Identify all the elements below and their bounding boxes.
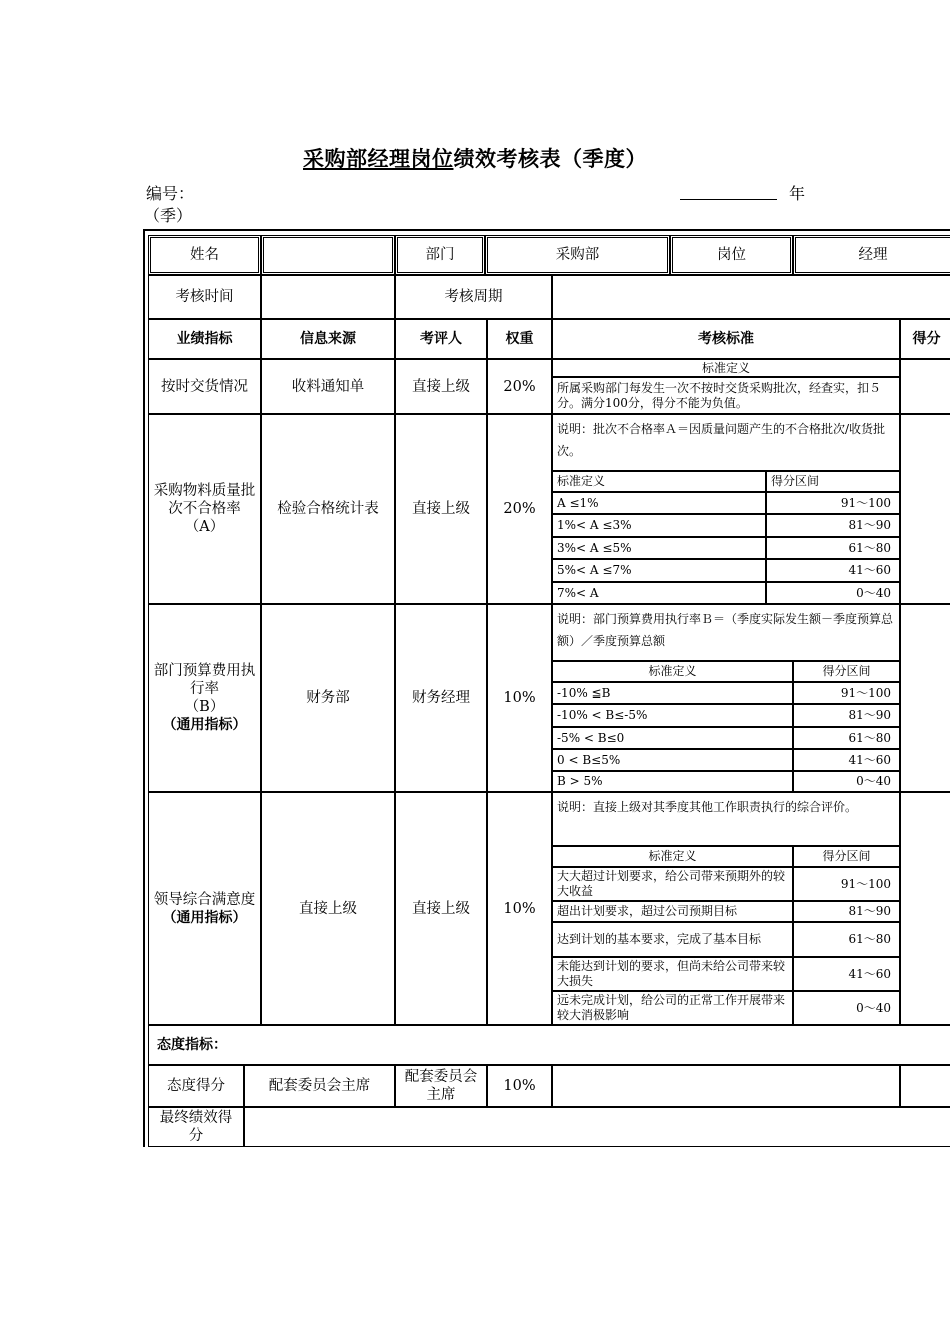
kpi4-note: 说明：直接上级对其季度其他工作职责执行的综合评价。 bbox=[552, 792, 900, 846]
kpi3-row-def: -10% < B≤-5% bbox=[552, 704, 793, 727]
header-standard: 考核标准 bbox=[552, 319, 900, 359]
header-weight: 权重 bbox=[487, 319, 552, 359]
header-reviewer: 考评人 bbox=[395, 319, 487, 359]
kpi4-col-def: 标准定义 bbox=[552, 846, 793, 867]
kpi4-row-range: 61～80 bbox=[793, 922, 900, 957]
kpi2-row-def: 7%< A bbox=[552, 582, 766, 604]
number-label: 编号： bbox=[146, 184, 195, 203]
post-value: 经理 bbox=[793, 235, 950, 275]
kpi2-name-cell bbox=[148, 414, 261, 604]
period-label: 考核周期 bbox=[395, 275, 552, 319]
final-value[interactable] bbox=[244, 1107, 950, 1147]
attitude-score[interactable] bbox=[900, 1065, 950, 1107]
kpi2-row-range: 91～100 bbox=[766, 492, 900, 514]
name-label: 姓名 bbox=[148, 235, 261, 275]
attitude-name: 态度得分 bbox=[148, 1065, 244, 1107]
kpi3-reviewer: 财务经理 bbox=[395, 604, 487, 792]
kpi2-score[interactable] bbox=[900, 414, 950, 604]
attitude-weight: 10% bbox=[487, 1065, 552, 1107]
attitude-standard bbox=[552, 1065, 900, 1107]
kpi2-source: 检验合格统计表 bbox=[261, 414, 395, 604]
kpi4-col-range: 得分区间 bbox=[793, 846, 900, 867]
kpi2-row-def: 1%< A ≤3% bbox=[552, 514, 766, 537]
kpi1-name: 按时交货情况 bbox=[148, 359, 261, 414]
kpi4-weight: 10% bbox=[487, 792, 552, 1025]
kpi1-std-text: 所属采购部门每发生一次不按时交货采购批次，经查实，扣５分。满分100分，得分不能为负值。 bbox=[552, 377, 900, 414]
kpi3-row-def: B > 5% bbox=[552, 771, 793, 792]
header-indicator: 业绩指标 bbox=[148, 319, 261, 359]
kpi3-row-range: 0～40 bbox=[793, 771, 900, 792]
kpi3-name-tag: （通用指标） bbox=[162, 717, 247, 733]
number-underline bbox=[680, 199, 777, 200]
final-label: 最终绩效得分 bbox=[148, 1107, 244, 1147]
year-label: 年 bbox=[789, 184, 806, 203]
page-title bbox=[0, 143, 950, 173]
kpi2-row-range: 0～40 bbox=[766, 582, 900, 604]
kpi4-row-def: 大大超过计划要求，给公司带来预期外的较大收益 bbox=[552, 867, 793, 901]
dept-label: 部门 bbox=[395, 235, 485, 275]
header-score: 得分 bbox=[900, 319, 950, 359]
kpi3-weight: 10% bbox=[487, 604, 552, 792]
kpi4-row-def: 远未完成计划，给公司的正常工作开展带来较大消极影响 bbox=[552, 991, 793, 1025]
kpi4-row-def: 达到计划的基本要求，完成了基本目标 bbox=[552, 922, 793, 957]
kpi1-source: 收料通知单 bbox=[261, 359, 395, 414]
attitude-reviewer: 配套委员会主席 bbox=[395, 1065, 487, 1107]
kpi2-row-def: 5%< A ≤7% bbox=[552, 559, 766, 582]
kpi4-reviewer: 直接上级 bbox=[395, 792, 487, 1025]
kpi4-row-range: 91～100 bbox=[793, 867, 900, 901]
kpi2-name: 采购物料质量批次不合格率 bbox=[153, 483, 256, 517]
kpi3-name-cell bbox=[148, 604, 261, 792]
time-label: 考核时间 bbox=[148, 275, 261, 319]
kpi2-row-def: 3%< A ≤5% bbox=[552, 537, 766, 559]
kpi2-col-def: 标准定义 bbox=[552, 471, 766, 492]
kpi4-row-def: 未能达到计划的要求，但尚未给公司带来较大损失 bbox=[552, 957, 793, 991]
kpi3-row-range: 41～60 bbox=[793, 749, 900, 771]
kpi3-score[interactable] bbox=[900, 604, 950, 792]
kpi2-weight: 20% bbox=[487, 414, 552, 604]
kpi2-row-range: 81～90 bbox=[766, 514, 900, 537]
kpi2-name-sub: （A） bbox=[184, 519, 225, 535]
kpi4-row-def: 超出计划要求，超过公司预期目标 bbox=[552, 901, 793, 922]
kpi2-row-range: 61～80 bbox=[766, 537, 900, 559]
kpi1-weight: 20% bbox=[487, 359, 552, 414]
kpi2-row-def: A ≤1% bbox=[552, 492, 766, 514]
kpi3-note: 说明：部门预算费用执行率Ｂ＝（季度实际发生额－季度预算总额）／季度预算总额 bbox=[552, 604, 900, 661]
kpi3-row-def: 0 < B≤5% bbox=[552, 749, 793, 771]
kpi3-row-range: 91～100 bbox=[793, 682, 900, 704]
kpi3-row-def: -10% ≦B bbox=[552, 682, 793, 704]
attitude-source: 配套委员会主席 bbox=[244, 1065, 395, 1107]
kpi2-row-range: 41～60 bbox=[766, 559, 900, 582]
kpi1-reviewer: 直接上级 bbox=[395, 359, 487, 414]
title-underlined: 采购部经理岗位 bbox=[303, 147, 454, 171]
kpi4-name-cell bbox=[148, 792, 261, 1025]
kpi3-name: 部门预算费用执行率 bbox=[153, 663, 256, 697]
dept-value: 采购部 bbox=[485, 235, 670, 275]
kpi4-row-range: 41～60 bbox=[793, 957, 900, 991]
name-value[interactable] bbox=[261, 235, 395, 275]
kpi1-score[interactable] bbox=[900, 359, 950, 414]
time-value[interactable] bbox=[261, 275, 395, 319]
post-label: 岗位 bbox=[670, 235, 793, 275]
kpi3-source: 财务部 bbox=[261, 604, 395, 792]
kpi3-row-def: -5% < B≤0 bbox=[552, 727, 793, 749]
kpi4-name: 领导综合满意度 bbox=[153, 891, 256, 908]
season-label: （季） bbox=[144, 206, 193, 225]
kpi4-score[interactable] bbox=[900, 792, 950, 1025]
kpi4-name-tag: （通用指标） bbox=[162, 909, 247, 926]
attitude-section-label: 态度指标： bbox=[148, 1025, 950, 1065]
kpi2-col-range: 得分区间 bbox=[766, 471, 900, 492]
kpi3-col-range: 得分区间 bbox=[793, 661, 900, 682]
kpi3-row-range: 81～90 bbox=[793, 704, 900, 727]
kpi3-col-def: 标准定义 bbox=[552, 661, 793, 682]
kpi2-reviewer: 直接上级 bbox=[395, 414, 487, 604]
kpi3-row-range: 61～80 bbox=[793, 727, 900, 749]
kpi4-row-range: 81～90 bbox=[793, 901, 900, 922]
assessment-table bbox=[143, 229, 950, 1147]
kpi1-std-title: 标准定义 bbox=[552, 359, 900, 377]
title-rest: 绩效考核表（季度） bbox=[453, 147, 647, 171]
kpi3-name-sub: （B） bbox=[184, 699, 225, 715]
header-source: 信息来源 bbox=[261, 319, 395, 359]
kpi2-note: 说明：批次不合格率Ａ＝因质量问题产生的不合格批次/收货批次。 bbox=[552, 414, 900, 471]
kpi4-row-range: 0～40 bbox=[793, 991, 900, 1025]
period-value[interactable] bbox=[552, 275, 950, 319]
kpi4-source: 直接上级 bbox=[261, 792, 395, 1025]
